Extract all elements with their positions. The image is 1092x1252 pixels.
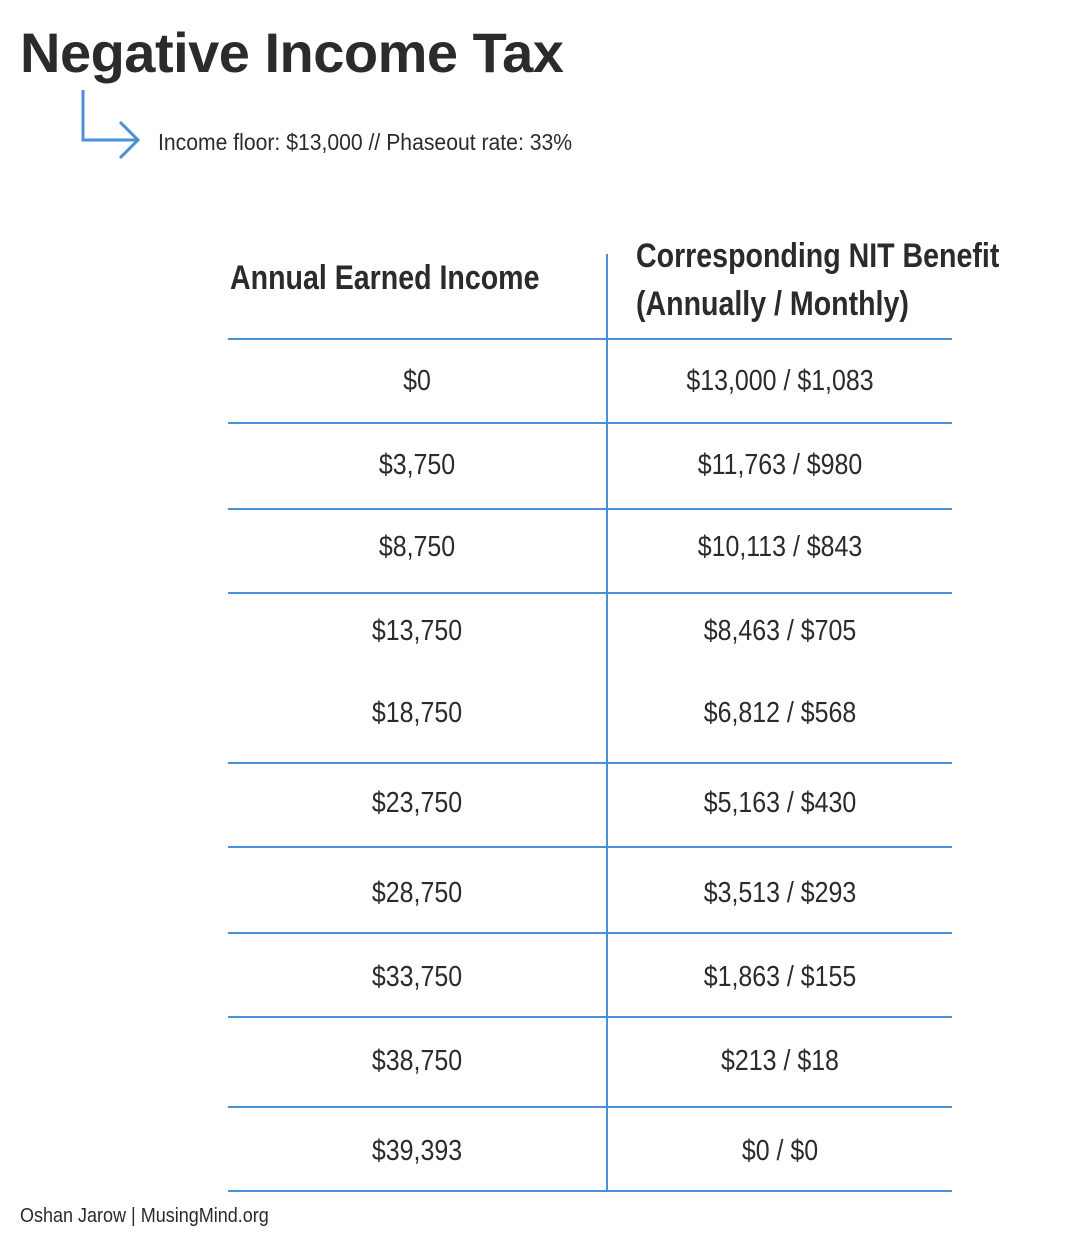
row-divider (228, 422, 952, 424)
income-cell: $8,750 (378, 531, 456, 563)
income-cell: $23,750 (371, 787, 463, 819)
income-cell: $39,393 (371, 1135, 463, 1167)
benefit-cell: $1,863 / $155 (703, 961, 857, 993)
benefit-cell: $10,113 / $843 (697, 531, 863, 563)
arrow-right-icon (76, 88, 146, 164)
row-divider (228, 508, 952, 510)
chart-title: Negative Income Tax (20, 21, 564, 84)
column-divider (606, 254, 608, 1192)
income-cell: $13,750 (371, 615, 463, 647)
benefit-cell: $0 / $0 (741, 1135, 819, 1167)
benefit-cell: $213 / $18 (721, 1045, 839, 1077)
income-cell: $3,750 (378, 449, 456, 481)
row-divider (228, 1190, 952, 1192)
column-header-benefit (636, 232, 999, 328)
row-divider (228, 1106, 952, 1108)
row-divider (228, 1016, 952, 1018)
row-divider (228, 762, 952, 764)
income-cell: $18,750 (371, 697, 463, 729)
benefit-cell: $13,000 / $1,083 (686, 365, 874, 397)
income-cell: $38,750 (371, 1045, 463, 1077)
row-divider (228, 932, 952, 934)
chart-subtitle: Income floor: $13,000 // Phaseout rate: 33% (158, 129, 573, 155)
benefit-cell: $5,163 / $430 (703, 787, 857, 819)
column-header-benefit-line2: (Annually / Monthly) (636, 285, 909, 323)
row-divider (228, 592, 952, 594)
row-divider (228, 846, 952, 848)
income-cell: $0 (403, 365, 431, 397)
benefit-cell: $8,463 / $705 (703, 615, 857, 647)
footer-credit: Oshan Jarow | MusingMind.org (20, 1205, 269, 1227)
benefit-cell: $3,513 / $293 (703, 877, 857, 909)
income-cell: $33,750 (371, 961, 463, 993)
income-cell: $28,750 (371, 877, 463, 909)
row-divider (228, 338, 952, 340)
column-header-income: Annual Earned Income (230, 259, 540, 297)
benefit-cell: $6,812 / $568 (703, 697, 857, 729)
column-header-benefit-line1: Corresponding NIT Benefit (636, 237, 1000, 275)
benefit-cell: $11,763 / $980 (697, 449, 863, 481)
